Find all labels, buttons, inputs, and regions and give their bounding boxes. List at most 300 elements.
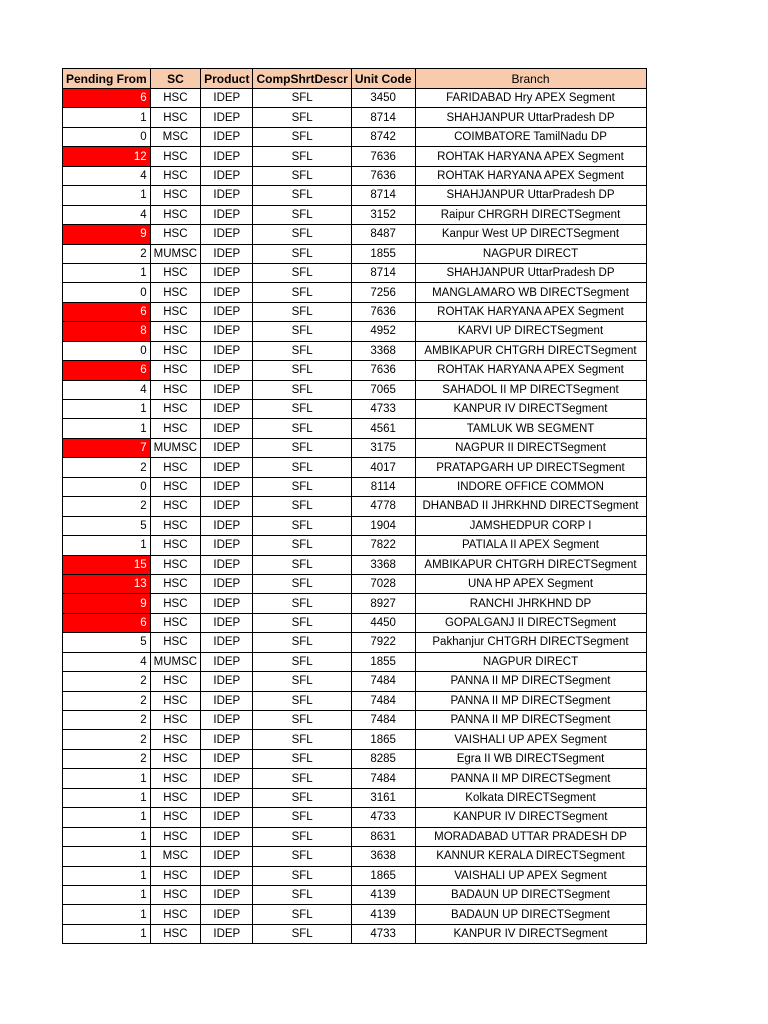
cell-pending-from: 2	[63, 730, 151, 749]
cell-unit-code: 8714	[351, 263, 415, 282]
cell-branch: RANCHI JHRKHND DP	[415, 594, 646, 613]
cell-sc: HSC	[150, 827, 200, 846]
cell-comp-shrt-descr: SFL	[253, 866, 351, 885]
table-row	[63, 555, 647, 574]
cell-comp-shrt-descr: SFL	[253, 555, 351, 574]
cell-comp-shrt-descr: SFL	[253, 419, 351, 438]
cell-product: IDEP	[201, 769, 253, 788]
table-body	[63, 89, 647, 944]
cell-product: IDEP	[201, 847, 253, 866]
cell-product: IDEP	[201, 361, 253, 380]
cell-comp-shrt-descr: SFL	[253, 827, 351, 846]
cell-comp-shrt-descr: SFL	[253, 633, 351, 652]
table-row	[63, 127, 647, 146]
cell-unit-code: 3638	[351, 847, 415, 866]
table-row	[63, 672, 647, 691]
cell-branch: NAGPUR DIRECT	[415, 652, 646, 671]
cell-pending-from: 5	[63, 633, 151, 652]
table-row	[63, 711, 647, 730]
cell-comp-shrt-descr: SFL	[253, 225, 351, 244]
table-row	[63, 380, 647, 399]
cell-sc: HSC	[150, 749, 200, 768]
cell-pending-from: 1	[63, 769, 151, 788]
cell-unit-code: 1865	[351, 730, 415, 749]
cell-product: IDEP	[201, 711, 253, 730]
cell-product: IDEP	[201, 516, 253, 535]
cell-pending-from: 1	[63, 866, 151, 885]
cell-sc: HSC	[150, 711, 200, 730]
cell-pending-from: 6	[63, 613, 151, 632]
cell-sc: HSC	[150, 574, 200, 593]
cell-branch: ROHTAK HARYANA APEX Segment	[415, 361, 646, 380]
table-row	[63, 749, 647, 768]
cell-sc: HSC	[150, 477, 200, 496]
cell-product: IDEP	[201, 497, 253, 516]
cell-pending-from: 5	[63, 516, 151, 535]
cell-pending-from: 6	[63, 89, 151, 108]
table-row	[63, 263, 647, 282]
table-row	[63, 341, 647, 360]
cell-pending-from: 6	[63, 302, 151, 321]
cell-pending-from: 15	[63, 555, 151, 574]
cell-unit-code: 8285	[351, 749, 415, 768]
cell-sc: HSC	[150, 166, 200, 185]
cell-comp-shrt-descr: SFL	[253, 847, 351, 866]
cell-unit-code: 8742	[351, 127, 415, 146]
cell-branch: KANPUR IV DIRECTSegment	[415, 400, 646, 419]
cell-product: IDEP	[201, 127, 253, 146]
cell-product: IDEP	[201, 574, 253, 593]
cell-comp-shrt-descr: SFL	[253, 497, 351, 516]
cell-branch: NAGPUR DIRECT	[415, 244, 646, 263]
cell-sc: HSC	[150, 808, 200, 827]
cell-comp-shrt-descr: SFL	[253, 361, 351, 380]
table-row	[63, 477, 647, 496]
cell-sc: HSC	[150, 419, 200, 438]
cell-unit-code: 4450	[351, 613, 415, 632]
cell-sc: HSC	[150, 108, 200, 127]
cell-pending-from: 2	[63, 749, 151, 768]
cell-pending-from: 4	[63, 166, 151, 185]
cell-product: IDEP	[201, 263, 253, 282]
cell-pending-from: 4	[63, 205, 151, 224]
cell-unit-code: 7636	[351, 302, 415, 321]
cell-branch: Pakhanjur CHTGRH DIRECTSegment	[415, 633, 646, 652]
header-pending-from: Pending From	[63, 69, 151, 89]
cell-sc: HSC	[150, 613, 200, 632]
cell-comp-shrt-descr: SFL	[253, 924, 351, 943]
cell-comp-shrt-descr: SFL	[253, 788, 351, 807]
cell-sc: HSC	[150, 594, 200, 613]
cell-sc: HSC	[150, 283, 200, 302]
cell-product: IDEP	[201, 438, 253, 457]
cell-branch: UNA HP APEX Segment	[415, 574, 646, 593]
cell-unit-code: 8631	[351, 827, 415, 846]
cell-unit-code: 7484	[351, 691, 415, 710]
cell-sc: MUMSC	[150, 244, 200, 263]
cell-sc: MUMSC	[150, 652, 200, 671]
table-row	[63, 166, 647, 185]
table-row	[63, 885, 647, 904]
cell-sc: HSC	[150, 89, 200, 108]
cell-unit-code: 1855	[351, 244, 415, 263]
cell-comp-shrt-descr: SFL	[253, 885, 351, 904]
table-row	[63, 594, 647, 613]
cell-branch: KARVI UP DIRECTSegment	[415, 322, 646, 341]
cell-sc: HSC	[150, 905, 200, 924]
header-comp-shrt-descr: CompShrtDescr	[253, 69, 351, 89]
cell-comp-shrt-descr: SFL	[253, 108, 351, 127]
cell-product: IDEP	[201, 341, 253, 360]
cell-branch: PANNA II MP DIRECTSegment	[415, 691, 646, 710]
header-branch: Branch	[415, 69, 646, 89]
table-row	[63, 788, 647, 807]
cell-branch: ROHTAK HARYANA APEX Segment	[415, 147, 646, 166]
table-row	[63, 361, 647, 380]
cell-branch: GOPALGANJ II DIRECTSegment	[415, 613, 646, 632]
cell-unit-code: 7028	[351, 574, 415, 593]
cell-sc: HSC	[150, 458, 200, 477]
header-sc: SC	[150, 69, 200, 89]
cell-branch: MORADABAD UTTAR PRADESH DP	[415, 827, 646, 846]
cell-branch: AMBIKAPUR CHTGRH DIRECTSegment	[415, 341, 646, 360]
table-row	[63, 652, 647, 671]
cell-pending-from: 1	[63, 788, 151, 807]
table-row	[63, 633, 647, 652]
cell-branch: PATIALA II APEX Segment	[415, 536, 646, 555]
table-row	[63, 89, 647, 108]
cell-pending-from: 2	[63, 244, 151, 263]
cell-product: IDEP	[201, 613, 253, 632]
cell-comp-shrt-descr: SFL	[253, 438, 351, 457]
cell-branch: KANNUR KERALA DIRECTSegment	[415, 847, 646, 866]
cell-unit-code: 7636	[351, 147, 415, 166]
cell-pending-from: 4	[63, 652, 151, 671]
cell-product: IDEP	[201, 147, 253, 166]
cell-product: IDEP	[201, 186, 253, 205]
cell-unit-code: 4733	[351, 924, 415, 943]
cell-product: IDEP	[201, 808, 253, 827]
cell-sc: HSC	[150, 924, 200, 943]
pending-table	[62, 68, 647, 944]
table-row	[63, 205, 647, 224]
cell-product: IDEP	[201, 885, 253, 904]
table-row	[63, 225, 647, 244]
cell-pending-from: 1	[63, 827, 151, 846]
cell-sc: HSC	[150, 672, 200, 691]
cell-product: IDEP	[201, 302, 253, 321]
cell-pending-from: 1	[63, 263, 151, 282]
cell-branch: BADAUN UP DIRECTSegment	[415, 905, 646, 924]
table-row	[63, 924, 647, 943]
cell-unit-code: 4139	[351, 905, 415, 924]
cell-pending-from: 8	[63, 322, 151, 341]
table-row	[63, 108, 647, 127]
cell-product: IDEP	[201, 866, 253, 885]
cell-product: IDEP	[201, 244, 253, 263]
cell-comp-shrt-descr: SFL	[253, 652, 351, 671]
table-row	[63, 691, 647, 710]
cell-branch: Kolkata DIRECTSegment	[415, 788, 646, 807]
cell-comp-shrt-descr: SFL	[253, 749, 351, 768]
cell-comp-shrt-descr: SFL	[253, 711, 351, 730]
cell-pending-from: 1	[63, 924, 151, 943]
cell-comp-shrt-descr: SFL	[253, 808, 351, 827]
cell-comp-shrt-descr: SFL	[253, 147, 351, 166]
cell-pending-from: 2	[63, 691, 151, 710]
table-row	[63, 497, 647, 516]
cell-comp-shrt-descr: SFL	[253, 516, 351, 535]
table-row	[63, 866, 647, 885]
cell-branch: COIMBATORE TamilNadu DP	[415, 127, 646, 146]
cell-branch: SHAHJANPUR UttarPradesh DP	[415, 108, 646, 127]
cell-comp-shrt-descr: SFL	[253, 477, 351, 496]
cell-pending-from: 6	[63, 361, 151, 380]
cell-unit-code: 8714	[351, 186, 415, 205]
cell-branch: BADAUN UP DIRECTSegment	[415, 885, 646, 904]
cell-comp-shrt-descr: SFL	[253, 672, 351, 691]
cell-comp-shrt-descr: SFL	[253, 730, 351, 749]
cell-unit-code: 7822	[351, 536, 415, 555]
cell-product: IDEP	[201, 905, 253, 924]
cell-product: IDEP	[201, 108, 253, 127]
cell-product: IDEP	[201, 536, 253, 555]
cell-product: IDEP	[201, 691, 253, 710]
table-row	[63, 847, 647, 866]
cell-branch: ROHTAK HARYANA APEX Segment	[415, 302, 646, 321]
cell-comp-shrt-descr: SFL	[253, 89, 351, 108]
cell-pending-from: 12	[63, 147, 151, 166]
cell-unit-code: 3450	[351, 89, 415, 108]
cell-pending-from: 1	[63, 885, 151, 904]
cell-product: IDEP	[201, 555, 253, 574]
cell-product: IDEP	[201, 730, 253, 749]
table-row	[63, 322, 647, 341]
cell-comp-shrt-descr: SFL	[253, 166, 351, 185]
cell-unit-code: 1855	[351, 652, 415, 671]
cell-product: IDEP	[201, 225, 253, 244]
cell-branch: MANGLAMARO WB DIRECTSegment	[415, 283, 646, 302]
cell-unit-code: 7922	[351, 633, 415, 652]
cell-pending-from: 1	[63, 905, 151, 924]
table-row	[63, 536, 647, 555]
cell-branch: Egra II WB DIRECTSegment	[415, 749, 646, 768]
cell-sc: HSC	[150, 536, 200, 555]
header-row	[63, 69, 647, 89]
cell-pending-from: 2	[63, 672, 151, 691]
cell-product: IDEP	[201, 788, 253, 807]
cell-sc: HSC	[150, 263, 200, 282]
cell-branch: ROHTAK HARYANA APEX Segment	[415, 166, 646, 185]
cell-pending-from: 1	[63, 419, 151, 438]
cell-unit-code: 7484	[351, 672, 415, 691]
cell-unit-code: 8714	[351, 108, 415, 127]
cell-sc: MSC	[150, 847, 200, 866]
cell-product: IDEP	[201, 458, 253, 477]
cell-unit-code: 4139	[351, 885, 415, 904]
table-row	[63, 458, 647, 477]
cell-comp-shrt-descr: SFL	[253, 244, 351, 263]
cell-pending-from: 1	[63, 186, 151, 205]
cell-branch: PANNA II MP DIRECTSegment	[415, 769, 646, 788]
cell-unit-code: 7636	[351, 166, 415, 185]
cell-sc: HSC	[150, 205, 200, 224]
cell-branch: Raipur CHRGRH DIRECTSegment	[415, 205, 646, 224]
cell-product: IDEP	[201, 419, 253, 438]
cell-pending-from: 1	[63, 536, 151, 555]
cell-product: IDEP	[201, 652, 253, 671]
cell-unit-code: 3368	[351, 341, 415, 360]
cell-sc: HSC	[150, 730, 200, 749]
cell-sc: HSC	[150, 225, 200, 244]
cell-product: IDEP	[201, 924, 253, 943]
cell-pending-from: 4	[63, 380, 151, 399]
cell-comp-shrt-descr: SFL	[253, 458, 351, 477]
cell-product: IDEP	[201, 166, 253, 185]
cell-branch: JAMSHEDPUR CORP I	[415, 516, 646, 535]
cell-sc: HSC	[150, 302, 200, 321]
cell-pending-from: 2	[63, 497, 151, 516]
cell-unit-code: 3152	[351, 205, 415, 224]
cell-unit-code: 4733	[351, 808, 415, 827]
cell-comp-shrt-descr: SFL	[253, 263, 351, 282]
cell-branch: PRATAPGARH UP DIRECTSegment	[415, 458, 646, 477]
cell-comp-shrt-descr: SFL	[253, 536, 351, 555]
cell-sc: HSC	[150, 691, 200, 710]
header-unit-code: Unit Code	[351, 69, 415, 89]
cell-branch: Kanpur West UP DIRECTSegment	[415, 225, 646, 244]
cell-sc: HSC	[150, 885, 200, 904]
cell-unit-code: 3368	[351, 555, 415, 574]
table-row	[63, 613, 647, 632]
cell-branch: KANPUR IV DIRECTSegment	[415, 808, 646, 827]
cell-branch: INDORE OFFICE COMMON	[415, 477, 646, 496]
cell-sc: HSC	[150, 400, 200, 419]
cell-sc: HSC	[150, 788, 200, 807]
cell-branch: VAISHALI UP APEX Segment	[415, 730, 646, 749]
table-row	[63, 438, 647, 457]
cell-sc: MUMSC	[150, 438, 200, 457]
cell-comp-shrt-descr: SFL	[253, 380, 351, 399]
cell-pending-from: 0	[63, 127, 151, 146]
cell-unit-code: 4561	[351, 419, 415, 438]
cell-sc: HSC	[150, 147, 200, 166]
cell-pending-from: 9	[63, 225, 151, 244]
cell-unit-code: 8927	[351, 594, 415, 613]
table-row	[63, 302, 647, 321]
cell-sc: HSC	[150, 322, 200, 341]
cell-unit-code: 3175	[351, 438, 415, 457]
cell-pending-from: 0	[63, 477, 151, 496]
cell-pending-from: 1	[63, 847, 151, 866]
cell-product: IDEP	[201, 827, 253, 846]
table-row	[63, 730, 647, 749]
cell-branch: AMBIKAPUR CHTGRH DIRECTSegment	[415, 555, 646, 574]
cell-comp-shrt-descr: SFL	[253, 905, 351, 924]
cell-unit-code: 3161	[351, 788, 415, 807]
cell-branch: PANNA II MP DIRECTSegment	[415, 672, 646, 691]
cell-product: IDEP	[201, 672, 253, 691]
cell-sc: HSC	[150, 555, 200, 574]
table-row	[63, 419, 647, 438]
cell-branch: KANPUR IV DIRECTSegment	[415, 924, 646, 943]
cell-pending-from: 7	[63, 438, 151, 457]
table-row	[63, 244, 647, 263]
cell-unit-code: 8487	[351, 225, 415, 244]
cell-pending-from: 13	[63, 574, 151, 593]
cell-unit-code: 7636	[351, 361, 415, 380]
cell-comp-shrt-descr: SFL	[253, 302, 351, 321]
cell-product: IDEP	[201, 322, 253, 341]
cell-pending-from: 2	[63, 711, 151, 730]
cell-pending-from: 1	[63, 400, 151, 419]
cell-product: IDEP	[201, 594, 253, 613]
cell-comp-shrt-descr: SFL	[253, 574, 351, 593]
cell-sc: HSC	[150, 633, 200, 652]
header-product: Product	[201, 69, 253, 89]
cell-unit-code: 7484	[351, 769, 415, 788]
cell-pending-from: 0	[63, 283, 151, 302]
table-row	[63, 769, 647, 788]
table-row	[63, 186, 647, 205]
cell-unit-code: 4778	[351, 497, 415, 516]
cell-comp-shrt-descr: SFL	[253, 283, 351, 302]
cell-comp-shrt-descr: SFL	[253, 341, 351, 360]
cell-comp-shrt-descr: SFL	[253, 322, 351, 341]
cell-comp-shrt-descr: SFL	[253, 400, 351, 419]
cell-sc: HSC	[150, 516, 200, 535]
table-row	[63, 827, 647, 846]
cell-product: IDEP	[201, 205, 253, 224]
cell-product: IDEP	[201, 283, 253, 302]
cell-branch: FARIDABAD Hry APEX Segment	[415, 89, 646, 108]
cell-unit-code: 7065	[351, 380, 415, 399]
cell-pending-from: 1	[63, 108, 151, 127]
table-row	[63, 147, 647, 166]
cell-product: IDEP	[201, 380, 253, 399]
cell-product: IDEP	[201, 400, 253, 419]
cell-sc: HSC	[150, 380, 200, 399]
cell-comp-shrt-descr: SFL	[253, 769, 351, 788]
cell-unit-code: 1904	[351, 516, 415, 535]
cell-branch: DHANBAD II JHRKHND DIRECTSegment	[415, 497, 646, 516]
cell-pending-from: 9	[63, 594, 151, 613]
table-row	[63, 574, 647, 593]
cell-product: IDEP	[201, 89, 253, 108]
cell-branch: VAISHALI UP APEX Segment	[415, 866, 646, 885]
cell-comp-shrt-descr: SFL	[253, 594, 351, 613]
table-row	[63, 283, 647, 302]
cell-unit-code: 4733	[351, 400, 415, 419]
cell-unit-code: 7484	[351, 711, 415, 730]
cell-unit-code: 4952	[351, 322, 415, 341]
cell-comp-shrt-descr: SFL	[253, 691, 351, 710]
cell-unit-code: 7256	[351, 283, 415, 302]
cell-unit-code: 1865	[351, 866, 415, 885]
cell-product: IDEP	[201, 633, 253, 652]
table-row	[63, 516, 647, 535]
table-row	[63, 808, 647, 827]
cell-sc: MSC	[150, 127, 200, 146]
cell-pending-from: 0	[63, 341, 151, 360]
cell-branch: SHAHJANPUR UttarPradesh DP	[415, 186, 646, 205]
cell-sc: HSC	[150, 866, 200, 885]
cell-branch: TAMLUK WB SEGMENT	[415, 419, 646, 438]
cell-unit-code: 4017	[351, 458, 415, 477]
cell-sc: HSC	[150, 341, 200, 360]
cell-pending-from: 1	[63, 808, 151, 827]
cell-comp-shrt-descr: SFL	[253, 205, 351, 224]
